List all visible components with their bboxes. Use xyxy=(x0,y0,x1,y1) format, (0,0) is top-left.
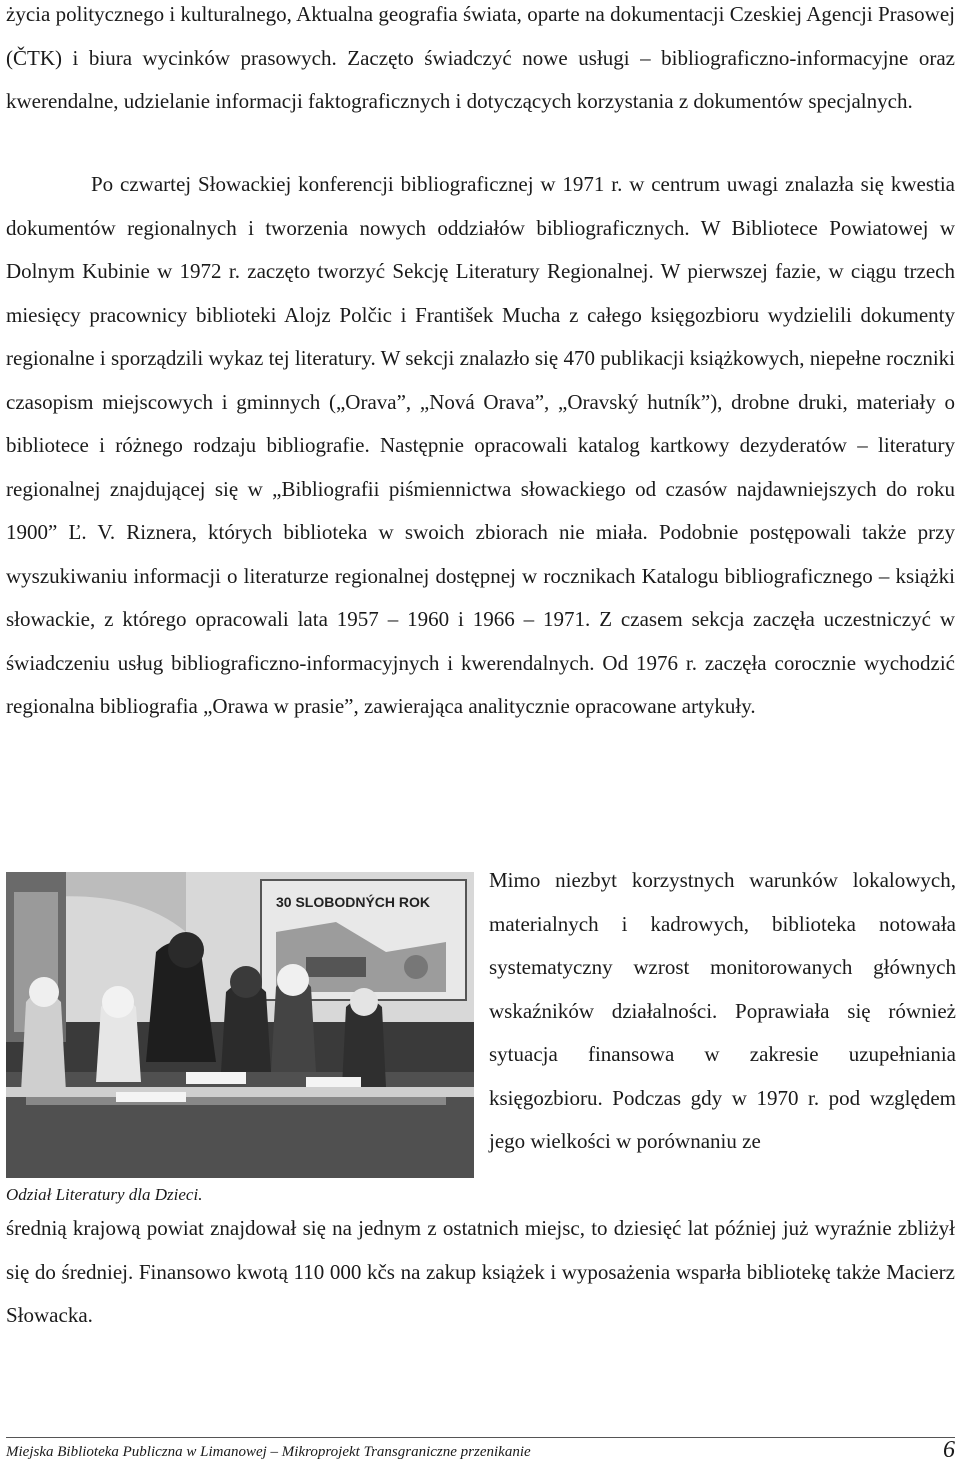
paragraph-1: życia politycznego i kulturalnego, Aktualna geografia świata, oparte na dokumentacji Czeskiej Agencji Prasowej (ČTK) i biura wycinków prasowych. Zaczęto świadczyć nowe usługi – bibliograficzno-informacyjne oraz kwerendalne, udzielanie informacji faktograficznych i dotyczących korzystania z dokumentów specjalnych. xyxy=(6,2,955,113)
continued-paragraph: średnią krajową powiat znajdował się na jednym z ostatnich miejsc, to dziesięć lat później już wyraźnie zbliżył się do średniej. Finansowo kwotą 110 000 kčs na zakup książek i wyposażenia wsparła bibliotekę także Macierz Słowacka. xyxy=(6,1216,955,1327)
side-paragraph: Mimo niezbyt korzystnych warunków lokalowych, materialnych i kadrowych, biblioteka notowała systematyczny wzrost monitorowanych głównych wskaźników działalności. Poprawiała się również sytuacja finansowa w zakresie uzupełniania księgozbioru. Podczas gdy w 1970 r. pod względem jego wielkości w porównaniu ze xyxy=(489,868,956,1153)
paragraph-2: Po czwartej Słowackiej konferencji bibliograficznej w 1971 r. w centrum uwagi znalazła się kwestia dokumentów regionalnych i tworzenia nowych oddziałów bibliograficznych. W Bibliotece Powiatowej w Dolnym Kubinie w 1972 r. zaczęto tworzyć Sekcję Literatury Regionalnej. W pierwszej fazie, w ciągu trzech miesięcy pracownicy biblioteki Alojz Polčic i František Mucha z całego księgozbioru wydzielili dokumenty regionalne i sporządzili wykaz tej literatury. W sekcji znalazło się 470 publikacji książkowych, niepełne roczniki czasopism miejscowych i gminnych („Orava”, „Nová Orava”, „Oravský hutník”), drobne druki, materiały o bibliotece i różnego rodzaju bibliografie. Następnie opracowali katalog kartkowy dezyderatów – literatury regionalnej znajdującej się w „Bibliografii piśmiennictwa słowackiego od czasów najdawniejszych do roku 1900” Ľ. V. Riznera, których biblioteka w swoich zbiorach nie miała. Podobnie postępowali także przy wyszukiwaniu informacji o literaturze regionalnej dostępnej w rocznikach Katalogu bibliograficznego – książki słowackie, z którego opracowali lata 1957 – 1960 i 1966 – 1971. Z czasem sekcja zaczęła uczestniczyć w świadczeniu usług bibliograficzno-informacyjnych i kwerendalnych. Od 1976 r. zaczęła corocznie wychodzić regionalna bibliografia „Orawa w prasie”, zawierająca analitycznie opracowane artykuły. xyxy=(6,172,955,718)
figure-caption: Odział Literatury dla Dzieci. xyxy=(6,1185,203,1204)
library-photo xyxy=(6,872,474,1178)
page-number: 6 xyxy=(943,1437,955,1463)
footer-divider xyxy=(6,1437,955,1438)
poster-text: 30 SLOBODNÝCH ROK xyxy=(276,894,431,910)
page-footer: Miejska Biblioteka Publiczna w Limanowej – Mikroprojekt Transgraniczne przenikanie xyxy=(6,1444,531,1460)
